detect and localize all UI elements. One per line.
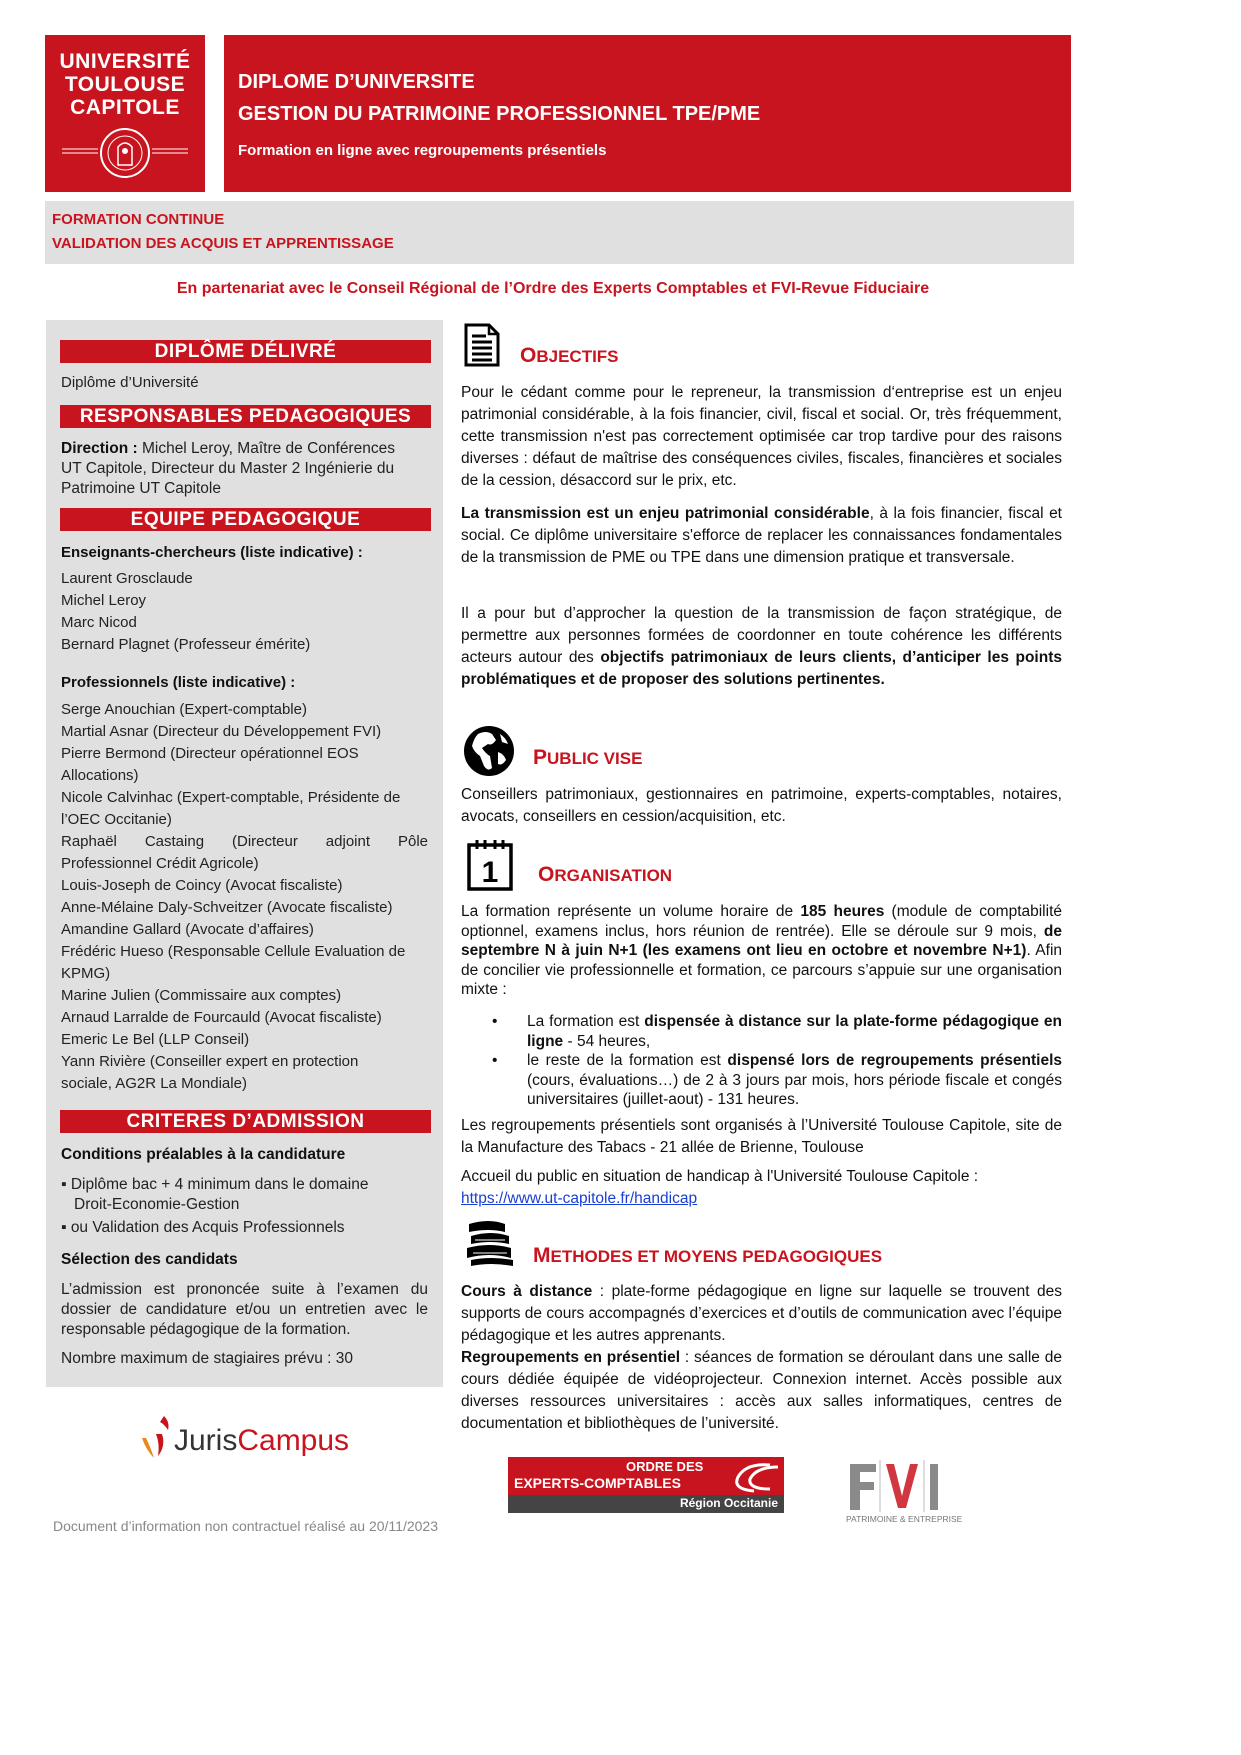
left-column: [46, 320, 443, 1387]
juriscampus-part-2: Campus: [237, 1424, 350, 1457]
handicap-link[interactable]: https://www.ut-capitole.fr/handicap: [461, 1190, 698, 1207]
professionnels-heading: Professionnels (liste indicative) :: [61, 674, 296, 691]
objectifs-paragraph-3: Il a pour but d’approcher la question de la transmission de façon stratégique, de permettre aux personnes formées de coordonner en toute cohérence les différents acteurs autour des objectifs patrimoniaux de leurs clients, d’anticiper les points problématiques et de proposer des solutions pertinentes.: [461, 605, 1062, 688]
pro-line: Nicole Calvinhac (Expert-comptable, Présidente de: [61, 789, 401, 806]
enseignant-item: Bernard Plagnet (Professeur émérite): [61, 636, 311, 653]
direction-name: Michel Leroy, Maître de Conférences: [137, 440, 395, 457]
objectifs-paragraph-1: Pour le cédant comme pour le repreneur, la transmission d‘entreprise est un enjeu patrimonial considérable, à la fois financier, civil, fiscal et social. Or, très fréquemment, cette transmission n'est pas correctement optimisée car trop tardive pour des raisons diverses : défaut de maîtrise des conséquences civiles, fiscales, financières et sociales de la cession, désaccord sur le prix, etc.: [461, 384, 1062, 489]
selection-line-2: dossier de candidature et/ou un entretien avec le: [61, 1301, 428, 1318]
fvi-logo: [846, 1456, 972, 1526]
pro-line: l’OEC Occitanie): [61, 811, 172, 828]
juriscampus-flame-icon: [136, 1414, 172, 1462]
selection-line-1: L’admission est prononcée suite à l’examen du: [61, 1281, 428, 1298]
diploma-subtitle: Formation en ligne avec regroupements présentiels: [238, 142, 607, 159]
pro-line: Martial Asnar (Directeur du Développement FVI): [61, 723, 382, 740]
enseignant-item: Marc Nicod: [61, 614, 137, 631]
logo-line-3: CAPITOLE: [70, 96, 180, 119]
pro-line: Anne-Mélaine Daly-Schveitzer (Avocate fiscaliste): [61, 899, 393, 916]
juriscampus-logo: [136, 1414, 376, 1464]
section-diplome: DIPLÔME DÉLIVRÉ: [60, 340, 431, 363]
handicap-link-line: [461, 1188, 1062, 1210]
responsables-line-2: UT Capitole, Directeur du Master 2 Ingénierie du: [61, 460, 395, 477]
oec-line-1: ORDRE DES: [626, 1459, 704, 1474]
diploma-title: GESTION DU PATRIMOINE PROFESSIONNEL TPE/PME: [238, 103, 761, 125]
section-equipe: EQUIPE PEDAGOGIQUE: [60, 508, 431, 531]
fvi-subtitle: PATRIMOINE & ENTREPRISE: [846, 1514, 963, 1524]
calendar-icon: [465, 838, 515, 892]
organisation-paragraph-1: La formation représente un volume horaire de 185 heures (module de comptabilité optionnel, examens inclus, hors réunion de rentrée). Elle se déroule sur 9 mois, de septembre N à juin N+1 (les examens ont lieu en octobre et novembre N+1). Afin de concilier vie professionnelle et formation, ce parcours s’appuie sur une organisation mixte :: [461, 903, 1063, 998]
diplome-text: Diplôme d’Université: [61, 374, 199, 391]
enseignant-item: Michel Leroy: [61, 592, 147, 609]
direction-label: Direction :: [61, 440, 138, 457]
university-logo: [45, 35, 205, 192]
organisation-paragraph-2: Les regroupements présentiels sont organisés à l’Université Toulouse Capitole, site de la Manufacture des Tabacs - 21 allée de Brienne, Toulouse: [461, 1117, 1062, 1156]
selection-line-3: responsable pédagogique de la formation.: [61, 1321, 351, 1338]
pro-line: Arnaud Larralde de Fourcauld (Avocat fiscaliste): [61, 1009, 382, 1026]
pro-line: Emeric Le Bel (LLP Conseil): [61, 1031, 250, 1048]
juriscampus-part-1: Juris: [174, 1424, 238, 1457]
bullet-icon: •: [492, 1013, 498, 1030]
conditions-heading: Conditions préalables à la candidature: [61, 1146, 346, 1163]
condition-2: ▪ ou Validation des Acquis Professionnels: [61, 1219, 345, 1236]
oec-line-3: Région Occitanie: [679, 1496, 778, 1510]
diploma-type: DIPLOME D’UNIVERSITE: [238, 71, 475, 93]
section-admission: CRITERES D’ADMISSION: [60, 1110, 431, 1133]
pro-line: Marine Julien (Commissaire aux comptes): [61, 987, 342, 1004]
enseignant-item: Laurent Grosclaude: [61, 570, 193, 587]
condition-1-cont: Droit-Economie-Gestion: [74, 1196, 240, 1213]
methodes-paragraph-1: Cours à distance : plate-forme pédagogique en ligne sur laquelle se trouvent des supports de cours accompagnés d’exercices et d’outils de communication avec l’équipe pédagogique et les autres apprenants.: [461, 1283, 1062, 1344]
document-icon: [463, 322, 501, 368]
oec-line-2: EXPERTS-COMPTABLES: [514, 1475, 681, 1491]
pro-line: Pierre Bermond (Directeur opérationnel EOS: [61, 745, 359, 762]
methodes-title: METHODES ET MOYENS PEDAGOGIQUES: [533, 1244, 883, 1267]
responsables-line-1: [61, 438, 395, 460]
responsables-line-3: Patrimoine UT Capitole: [61, 480, 221, 497]
organisation-title: ORGANISATION: [538, 863, 673, 886]
methodes-paragraph-2: Regroupements en présentiel : séances de formation se déroulant dans une salle de cours dédiée équipée de vidéoprojecteur. Connexion internet. Accès possible aux diverses ressources universitaires : accès aux salles informatiques, centres de documentation et bibliothèques de l’université.: [461, 1349, 1062, 1432]
books-icon: [463, 1218, 517, 1270]
objectifs-paragraph-2: La transmission est un enjeu patrimonial considérable, à la fois financier, fiscal et social. Ce diplôme universitaire s'efforce de replacer les connaissances fondamentales de la transmission de PME ou TPE dans une dimension pratique et transversale.: [461, 505, 1062, 566]
public-title: PUBLIC VISE: [533, 746, 643, 769]
formation-continue: FORMATION CONTINUE: [52, 211, 225, 228]
fvi-mark-icon: [846, 1456, 972, 1512]
svg-text:1: 1: [481, 856, 499, 889]
pro-line: KPMG): [61, 965, 111, 982]
public-text: Conseillers patrimoniaux, gestionnaires en patrimoine, experts-comptables, notaires, avocats, conseillers en cession/acquisition, etc.: [461, 786, 1062, 825]
title-banner: [224, 35, 1071, 192]
pro-line: sociale, AG2R La Mondiale): [61, 1075, 247, 1092]
logo-line-2: TOULOUSE: [64, 73, 186, 96]
pro-line: Amandine Gallard (Avocate d’affaires): [61, 921, 314, 938]
pro-line: Louis-Joseph de Coincy (Avocat fiscaliste): [61, 877, 343, 894]
university-seal-icon: [60, 127, 190, 187]
pro-line: Allocations): [61, 767, 139, 784]
bullet-icon: •: [492, 1052, 498, 1069]
pro-line: Raphaël Castaing (Directeur adjoint Pôle: [61, 833, 428, 850]
max-stagiaires: Nombre maximum de stagiaires prévu : 30: [61, 1350, 354, 1367]
selection-heading: Sélection des candidats: [61, 1251, 238, 1268]
globe-icon: [462, 724, 516, 778]
pro-line: Professionnel Crédit Agricole): [61, 855, 259, 872]
partnership-line: En partenariat avec le Conseil Régional de l’Ordre des Experts Comptables et FVI-Revue Fiduciaire: [176, 280, 930, 297]
condition-1: ▪ Diplôme bac + 4 minimum dans le domaine: [61, 1176, 369, 1193]
square-bullet-icon: ▪: [61, 1219, 71, 1236]
oec-logo: [508, 1457, 784, 1513]
objectifs-title: OBJECTIFS: [520, 344, 619, 367]
logo-line-1: UNIVERSITÉ: [59, 50, 191, 73]
footer-note: Document d’information non contractuel réalisé au 20/11/2023: [53, 1518, 438, 1534]
pro-line: Serge Anouchian (Expert-comptable): [61, 701, 307, 718]
formation-banner: [45, 201, 1074, 264]
enseignants-heading: Enseignants-chercheurs (liste indicative) :: [61, 544, 363, 561]
pro-line: Yann Rivière (Conseiller expert en protection: [61, 1053, 359, 1070]
oec-swirl-icon: [726, 1459, 782, 1495]
section-responsables: RESPONSABLES PEDAGOGIQUES: [60, 405, 431, 428]
formation-vaa: VALIDATION DES ACQUIS ET APPRENTISSAGE: [52, 235, 394, 252]
square-bullet-icon: ▪: [61, 1176, 71, 1193]
organisation-paragraph-3: Accueil du public en situation de handicap à l'Université Toulouse Capitole :: [461, 1168, 979, 1185]
pro-line: Frédéric Hueso (Responsable Cellule Evaluation de: [61, 943, 406, 960]
